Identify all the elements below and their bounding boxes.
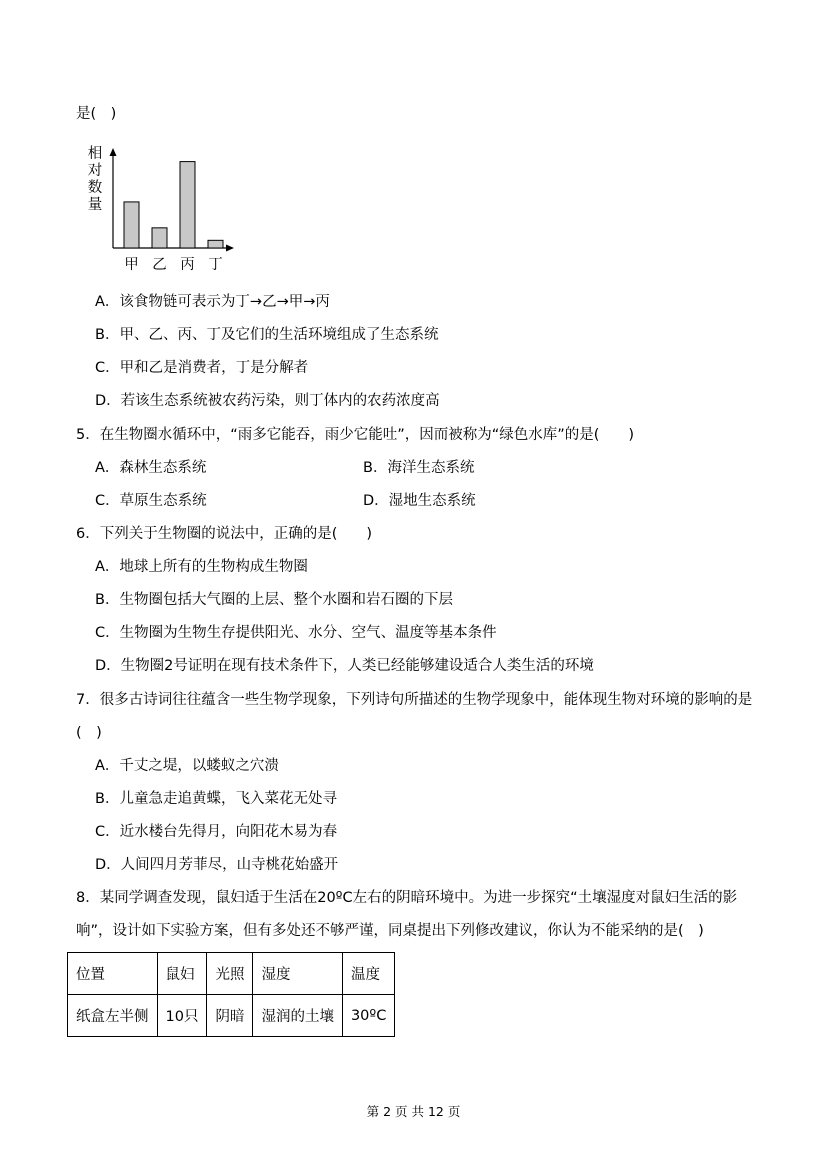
table-header-cell: 光照 — [207, 953, 253, 995]
x-tick-label: 丁 — [208, 257, 223, 273]
q4-stem-tail: 是( ) — [76, 106, 117, 122]
y-label-char: 量 — [87, 197, 103, 213]
q6-option-c: C．生物圈为生物生存提供阳光、水分、空气、温度等基本条件 — [95, 625, 497, 641]
y-label-char: 数 — [87, 180, 103, 196]
q8-stem-line1: 8．某同学调查发现，鼠妇适于生活在20ºC左右的阴暗环境中。为进一步探究“土壤湿度对鼠妇生活的影 — [76, 890, 738, 906]
page-footer: 第 2 页 共 12 页 — [366, 1104, 461, 1119]
table-cell: 纸盒左半侧 — [68, 995, 158, 1037]
q5-option-d: D．湿地生态系统 — [363, 493, 476, 509]
chart-ylabel — [88, 145, 103, 213]
table-header-cell: 温度 — [342, 953, 394, 995]
q7-option-d: D．人间四月芳菲尽，山寺桃花始盛开 — [95, 857, 339, 873]
q6-option-d: D．生物圈2号证明在现有技术条件下，人类已经能够建设适合人类生活的环境 — [95, 658, 594, 674]
table-header-cell: 鼠妇 — [157, 953, 207, 995]
x-tick-label: 甲 — [124, 257, 139, 273]
q4-bar-chart — [82, 140, 242, 275]
x-axis-arrow — [226, 245, 234, 252]
q5-option-c: C．草原生态系统 — [95, 493, 207, 509]
q6-option-b: B．生物圈包括大气圈的上层、整个水圈和岩石圈的下层 — [95, 592, 453, 608]
table-cell: 湿润的土壤 — [253, 995, 343, 1037]
q7-option-c: C．近水楼台先得月，向阳花木易为春 — [95, 824, 338, 840]
q6-option-a: A．地球上所有的生物构成生物圈 — [95, 559, 308, 575]
q7-stem-line2: ( ) — [76, 725, 102, 741]
q7-option-a: A．千丈之堤，以蝼蚁之穴溃 — [95, 758, 279, 774]
q4-option-a: A．该食物链可表示为丁→乙→甲→丙 — [95, 294, 330, 310]
q4-option-d: D．若该生态系统被农药污染，则丁体内的农药浓度高 — [95, 393, 440, 409]
table-cell: 阴暗 — [207, 995, 253, 1037]
q7-option-b: B．儿童急走追黄蝶，飞入菜花无处寻 — [95, 791, 337, 807]
bar-3 — [180, 162, 195, 248]
y-axis-arrow — [110, 148, 117, 156]
y-label-char: 对 — [87, 163, 103, 179]
y-label-char: 相 — [87, 146, 103, 162]
q4-option-c: C．甲和乙是消费者，丁是分解者 — [95, 360, 309, 376]
table-row — [68, 995, 395, 1037]
q5-stem: 5．在生物圈水循环中，“雨多它能吞，雨少它能吐”，因而被称为“绿色水库”的是( ) — [76, 427, 635, 443]
q6-stem: 6．下列关于生物圈的说法中，正确的是( ) — [76, 526, 373, 542]
q5-option-a: A．森林生态系统 — [95, 460, 207, 476]
bar-1 — [124, 202, 139, 248]
q8-stem-line2: 响”，设计如下实验方案，但有多处还不够严谨，同桌提出下列修改建议，你认为不能采纳的是( ) — [76, 923, 704, 939]
bar-4 — [208, 240, 223, 248]
q4-option-b: B．甲、乙、丙、丁及它们的生活环境组成了生态系统 — [95, 327, 439, 343]
q7-stem-line1: 7．很多古诗词往往蕴含一些生物学现象，下列诗句所描述的生物学现象中，能体现生物对环境的影响的是 — [76, 692, 753, 708]
x-tick-label: 丙 — [180, 257, 195, 273]
table-header-row — [68, 953, 395, 995]
q5-option-b: B．海洋生态系统 — [363, 460, 475, 476]
bar-2 — [152, 228, 167, 248]
x-tick-label: 乙 — [152, 257, 167, 273]
table-cell: 30ºC — [342, 995, 394, 1037]
q8-experiment-table — [67, 952, 395, 1037]
table-cell: 10只 — [157, 995, 207, 1037]
table-header-cell: 湿度 — [253, 953, 343, 995]
table-header-cell: 位置 — [68, 953, 158, 995]
